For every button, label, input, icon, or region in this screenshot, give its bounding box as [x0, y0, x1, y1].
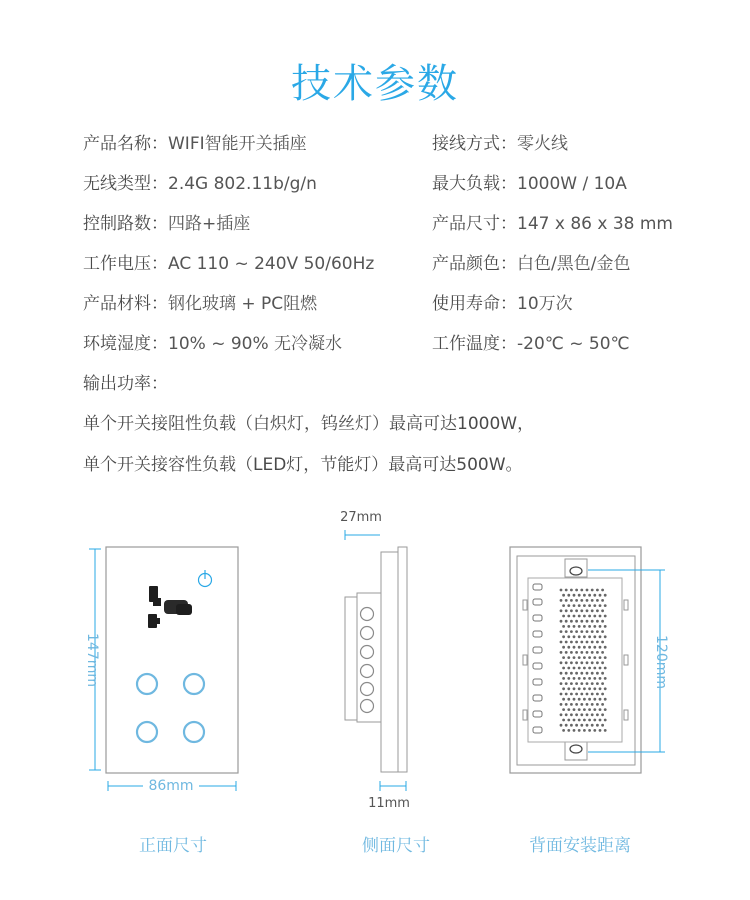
touch-button-4 [184, 722, 204, 742]
touch-button-1 [137, 674, 157, 694]
spec-key: 接线方式： [432, 134, 517, 154]
side-back-plate [345, 597, 357, 720]
spec-value: 10万次 [517, 294, 573, 314]
spec-key: 使用寿命： [432, 294, 517, 314]
caption-front: 正面尺寸 [139, 836, 207, 856]
back-height-label: 120mm [653, 635, 669, 689]
caption-side: 侧面尺寸 [362, 836, 430, 856]
spec-key: 工作温度： [432, 334, 517, 354]
spec-value: 钢化玻璃 + PC阻燃 [168, 294, 318, 314]
spec-key: 环境湿度： [83, 334, 168, 354]
spec-value: 零火线 [517, 134, 568, 154]
front-height-label: 147mm [84, 633, 100, 687]
back-view-diagram [510, 547, 665, 773]
front-width-label: 86mm [148, 778, 194, 794]
spec-value: -20℃ ~ 50℃ [517, 334, 630, 354]
depth-dimension-line [345, 530, 380, 540]
spec-value: 147 x 86 x 38 mm [517, 214, 673, 234]
spec-key: 无线类型： [83, 174, 168, 194]
spec-value: AC 110 ~ 240V 50/60Hz [168, 254, 375, 274]
spec-value: WIFI智能开关插座 [168, 134, 307, 154]
caption-back: 背面安装距离 [529, 836, 631, 856]
note-capacitive-load: 单个开关接容性负载（LED灯，节能灯）最高可达500W。 [83, 455, 523, 475]
spec-key: 控制路数： [83, 214, 168, 234]
spec-key: 工作电压： [83, 254, 168, 274]
spec-key: 产品尺寸： [432, 214, 517, 234]
touch-button-3 [137, 722, 157, 742]
spec-value: 1000W / 10A [517, 174, 627, 194]
panel-dimension-line [380, 781, 406, 791]
spec-key: 最大负载： [432, 174, 517, 194]
front-view-diagram [89, 547, 238, 791]
side-depth-label: 27mm [340, 510, 382, 525]
page-title: 技术参数 [291, 61, 459, 107]
spec-value: 白色/黑色/金色 [517, 254, 631, 274]
touch-button-2 [184, 674, 204, 694]
side-view-diagram [345, 530, 407, 791]
front-panel-outline [106, 547, 238, 773]
spec-value: 2.4G 802.11b/g/n [168, 174, 317, 194]
side-glass-panel [398, 547, 407, 772]
note-resistive-load: 单个开关接阻性负载（白炽灯，钨丝灯）最高可达1000W， [83, 414, 535, 434]
mount-hole-bottom [570, 745, 582, 753]
side-frame [381, 552, 398, 772]
spec-value: 10% ~ 90% 无冷凝水 [168, 334, 343, 354]
side-panel-label: 11mm [368, 796, 410, 811]
spec-value: 四路+插座 [168, 214, 251, 234]
spec-key: 产品名称： [83, 134, 168, 154]
spec-key: 产品颜色： [432, 254, 517, 274]
spec-key: 产品材料： [83, 294, 168, 314]
mount-hole-top [570, 567, 582, 575]
output-power-label: 输出功率： [83, 374, 168, 394]
